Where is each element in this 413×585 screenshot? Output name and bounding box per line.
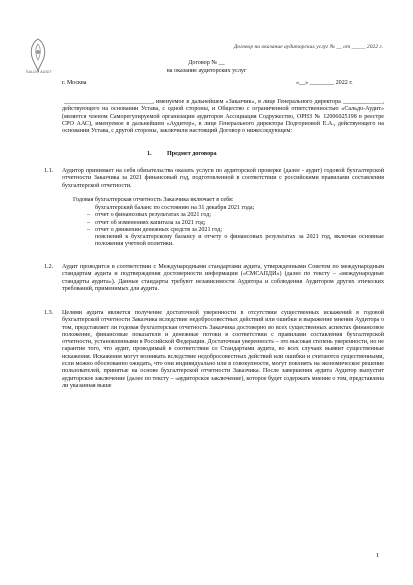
report-item-balance: бухгалтерский баланс по состоянию на 31 декабря 2021 года; <box>95 205 255 211</box>
report-intro: Годовая бухгалтерская отчетность Заказчика включает в себя: <box>73 197 234 203</box>
logo-text: SALDO AUDIT <box>26 70 52 74</box>
header-note: Договор на оказание аудиторских услуг № __ от _____ 2022 г. <box>233 44 383 50</box>
clause-1-2-text: Аудит проводится в соответствии с Международными стандартами аудита, утвержденными Советом по международным стандартам аудита и подтверждения достоверности информации («СМСАПДИ») (далее по тексту – «международные стандарты аудита»). Данные стандарты требуют независимости Аудитора и соблюдения Аудитором других этических требований, применимых для аудита. <box>62 264 384 292</box>
clause-1-3-text: Целями аудита является получение достаточной уверенности в отсутствии существенных искажений в годовой бухгалтерской отчетности Заказчика вследствие недобросовестных действий или ошибки и выражение мнения Аудитора о том, представляет ли годовая бухгалтерская отчетность Заказчика достоверно во всех существенных аспектах финансовое положение, финансовые показатели и денежные потоки в соответствии с правилами составления бухгалтерской отчетности, установленными в Российской Федерации. Достаточная уверенность – это высокая степень уверенности, но не гарантия того, что аудит, проводимый в соответствии со Стандартами аудита, во всех случаях выявит существенные искажения. Искажения могут возникать вследствие недобросовестных действий или ошибки и считаются существенными, если можно обоснованно ожидать, что они индивидуально или в совокупности, могут повлиять на экономическое решение пользователей, принятые на основе бухгалтерской отчетности Заказчика. После завершения аудита Аудитор выпустит аудиторское заключение (далее по тексту – «аудиторское заключение), которое будет содержать мнение о том, представлена ли указанная выше <box>62 310 384 389</box>
city: г. Москва <box>62 80 87 86</box>
page-number: 1 <box>376 552 380 559</box>
preamble: _____________________________, именуемое в дальнейшем «Заказчик», в лице Генерального директора _____________, действующего на основании Устава, с одной стороны, и Общество с ограниченной ответственностью «Сальдо-Аудит» (является членом Саморегулируемой организации аудиторов Ассоциация Содружество, ОРНЗ № 12006025198 в реестре СРО ААС), именуемое в дальнейшем «Аудитор», в лице Генерального директора Подгорновой Е.А., действующего на основании Устава, с другой стороны, заключили настоящий Договор о нижеследующем: <box>62 99 384 135</box>
report-item-capital: ‒ отчет об изменениях капитала за 2021 год; <box>95 220 384 227</box>
report-item-notes: пояснений к бухгалтерскому балансу и отчету о финансовых результатах за 2021 год, включая основные положения учетной политики. <box>95 234 384 248</box>
report-item-cash-flows: ‒ отчет о движении денежных средств за 2021 год; <box>95 227 384 234</box>
section-1-number: 1. <box>147 151 152 157</box>
document-subtitle: на оказание аудиторских услуг <box>166 68 247 74</box>
clause-1-3-number: 1.3. <box>44 310 54 316</box>
report-list <box>95 205 384 249</box>
clause-1-2-number: 1.2. <box>44 264 54 270</box>
section-1-title: Предмет договора <box>167 151 217 157</box>
report-item-fin-results: ‒ отчет о финансовых результатах за 2021 год; <box>95 212 384 219</box>
clause-1-1-number: 1.1. <box>44 168 54 174</box>
contract-date: «__» ________ 2022 г. <box>296 80 353 86</box>
clause-1-1-text: Аудитор принимает на себя обязательства оказать услуги по аудиторской проверке (далее - аудит) годовой бухгалтерской отчетности Заказчика за 2021 финансовый год, подготовленной в соответствии с российскими правилами составления бухгалтерской отчетности. <box>62 168 384 189</box>
document-title: Договор № __ <box>188 60 225 66</box>
